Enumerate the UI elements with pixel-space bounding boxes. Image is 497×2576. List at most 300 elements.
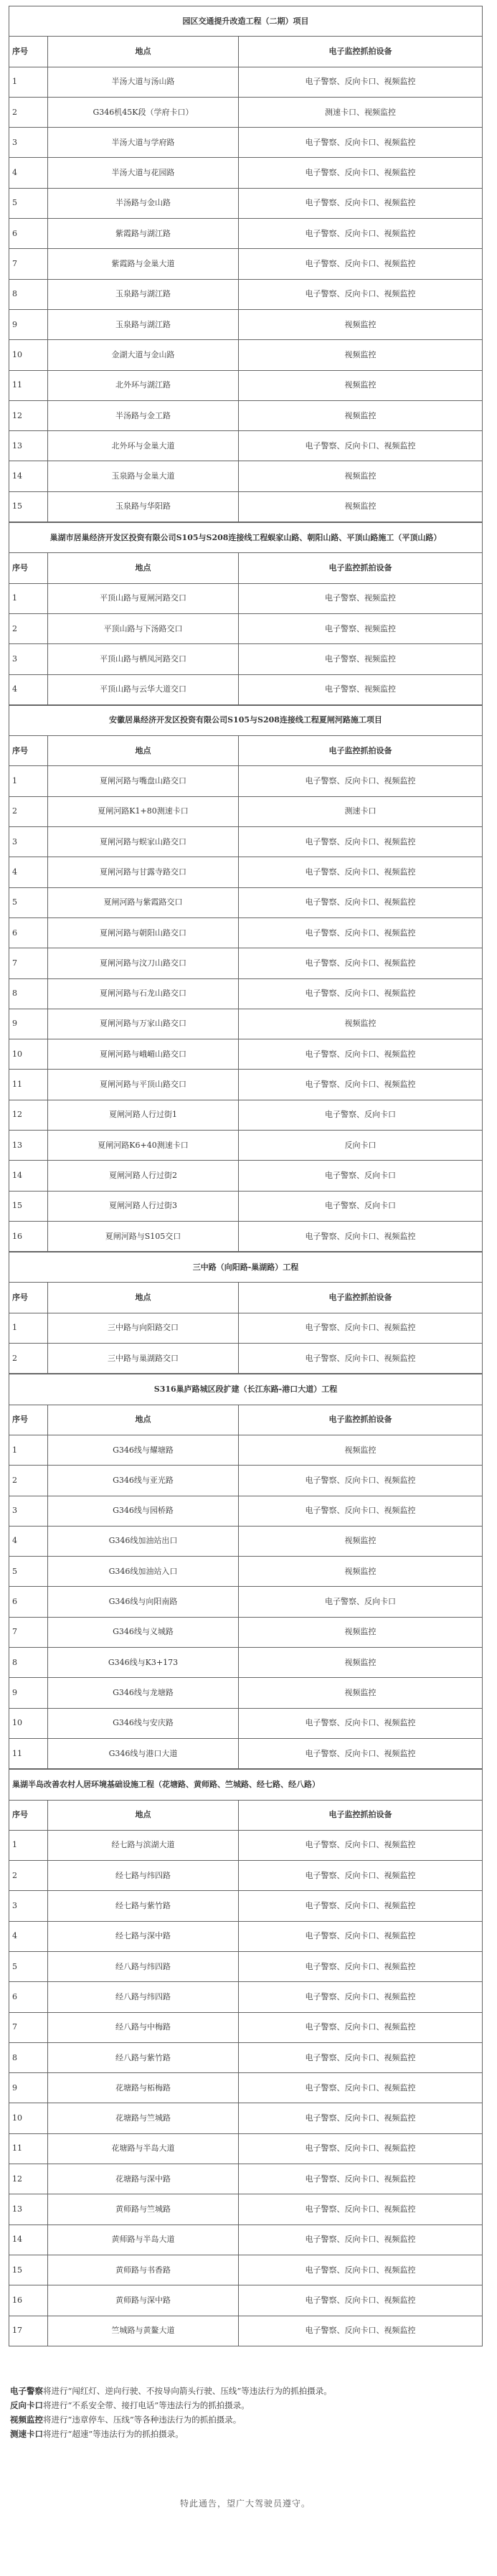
header-index: 序号: [9, 736, 48, 766]
row-equipment: 电子警察、视频监控: [239, 583, 483, 613]
row-equipment: 电子警察、反向卡口、视频监控: [239, 917, 483, 948]
table-row: [9, 613, 483, 643]
row-location: 玉泉路与湖江路: [48, 279, 239, 309]
table-row: [9, 1161, 483, 1191]
row-index: 4: [9, 1526, 48, 1556]
row-equipment: 电子警察、反向卡口、视频监控: [239, 1921, 483, 1951]
table-row: [9, 1557, 483, 1587]
header-location: 地点: [48, 736, 239, 766]
row-location: 玉泉路与金巢大道: [48, 461, 239, 491]
note-line: [10, 2398, 482, 2412]
row-index: 14: [9, 1161, 48, 1191]
section-table: [9, 522, 483, 705]
row-location: 金湖大道与金山路: [48, 340, 239, 370]
row-equipment: 电子警察、反向卡口: [239, 1161, 483, 1191]
table-row: [9, 1982, 483, 2012]
row-index: 15: [9, 1191, 48, 1221]
row-location: 平顶山路与云华大道交口: [48, 674, 239, 704]
note-line: [10, 2384, 482, 2398]
header-index: 序号: [9, 553, 48, 583]
section-title: 巢湖半岛改善农村人居环境基础设施工程（花塘路、黄师路、竺城路、经七路、经八路）: [9, 1770, 483, 1800]
row-location: 夏闸河路与平顶山路交口: [48, 1070, 239, 1100]
table-row: [9, 2103, 483, 2133]
table-row: [9, 2012, 483, 2042]
row-equipment: 电子警察、反向卡口、视频监控: [239, 158, 483, 188]
header-index: 序号: [9, 1405, 48, 1435]
table-row: [9, 2133, 483, 2164]
row-equipment: 电子警察、反向卡口、视频监控: [239, 1830, 483, 1860]
table-row: [9, 67, 483, 97]
row-index: 1: [9, 1435, 48, 1465]
row-equipment: 反向卡口: [239, 1130, 483, 1160]
table-row: [9, 978, 483, 1009]
row-index: 14: [9, 461, 48, 491]
row-index: 10: [9, 340, 48, 370]
row-location: G346线与K3+173: [48, 1648, 239, 1678]
row-location: 玉泉路与湖江路: [48, 309, 239, 339]
row-location: 经七路与深中路: [48, 1921, 239, 1951]
header-equipment: 电子监控抓拍设备: [239, 37, 483, 67]
table-row: [9, 219, 483, 249]
table-row: [9, 1587, 483, 1617]
note-text: 将进行“违章停车、压线”等各种违法行为的抓拍摄录。: [43, 2414, 242, 2425]
row-index: 2: [9, 1861, 48, 1891]
row-location: G346线加油站入口: [48, 1557, 239, 1587]
row-location: 半汤路与金工路: [48, 400, 239, 430]
row-index: 6: [9, 1982, 48, 2012]
row-index: 3: [9, 1891, 48, 1921]
row-index: 11: [9, 1738, 48, 1768]
section-title-row: [9, 705, 483, 735]
row-equipment: 电子警察、反向卡口、视频监控: [239, 2194, 483, 2224]
table-row: [9, 309, 483, 339]
row-index: 10: [9, 2103, 48, 2133]
row-equipment: 视频监控: [239, 340, 483, 370]
table-row: [9, 1952, 483, 1982]
row-index: 12: [9, 1100, 48, 1130]
row-location: 北外环与湖江路: [48, 370, 239, 400]
row-location: 玉泉路与华阳路: [48, 491, 239, 522]
row-index: 12: [9, 400, 48, 430]
row-equipment: 视频监控: [239, 1557, 483, 1587]
row-index: 13: [9, 1130, 48, 1160]
row-location: 经八路与紫竹路: [48, 2042, 239, 2072]
row-index: 3: [9, 827, 48, 857]
row-equipment: 视频监控: [239, 1678, 483, 1708]
row-location: 半汤大道与花园路: [48, 158, 239, 188]
section-title: 三中路（向阳路-巢湖路）工程: [9, 1252, 483, 1283]
section-title-row: [9, 1770, 483, 1800]
table-row: [9, 887, 483, 917]
row-equipment: 电子警察、反向卡口、视频监控: [239, 887, 483, 917]
table-row: [9, 948, 483, 978]
row-location: 花塘路与柘梅路: [48, 2073, 239, 2103]
row-equipment: 视频监控: [239, 1617, 483, 1647]
row-location: 夏闸河路与万家山路交口: [48, 1009, 239, 1039]
table-row: [9, 1191, 483, 1221]
row-index: 9: [9, 1678, 48, 1708]
table-row: [9, 128, 483, 158]
row-equipment: 视频监控: [239, 1526, 483, 1556]
row-index: 8: [9, 1648, 48, 1678]
row-index: 5: [9, 188, 48, 218]
row-equipment: 电子警察、反向卡口、视频监控: [239, 279, 483, 309]
row-index: 15: [9, 491, 48, 522]
table-row: [9, 827, 483, 857]
row-index: 7: [9, 948, 48, 978]
row-location: G346线与安庆路: [48, 1708, 239, 1738]
row-equipment: 电子警察、反向卡口、视频监控: [239, 948, 483, 978]
row-location: G346线与亚光路: [48, 1466, 239, 1496]
row-equipment: 电子警察、反向卡口、视频监控: [239, 431, 483, 461]
row-index: 6: [9, 1587, 48, 1617]
row-equipment: 视频监控: [239, 370, 483, 400]
section-title-row: [9, 1252, 483, 1283]
row-equipment: 电子警察、反向卡口: [239, 1100, 483, 1130]
row-location: 半汤大道与学府路: [48, 128, 239, 158]
section-table: [9, 1769, 483, 2346]
row-location: 夏闸河路与朝阳山路交口: [48, 917, 239, 948]
header-row: [9, 553, 483, 583]
table-row: [9, 917, 483, 948]
table-row: [9, 249, 483, 279]
table-row: [9, 431, 483, 461]
row-location: 平顶山路与栖凤河路交口: [48, 644, 239, 674]
row-location: 夏闸河路与汶刀山路交口: [48, 948, 239, 978]
note-text: 将进行“不系安全带、接打电话”等违法行为的抓拍摄录。: [43, 2400, 250, 2410]
row-equipment: 电子警察、反向卡口: [239, 1191, 483, 1221]
table-row: [9, 2164, 483, 2194]
row-equipment: 测速卡口: [239, 796, 483, 826]
row-location: G346机45K段（学府卡口）: [48, 97, 239, 127]
table-row: [9, 400, 483, 430]
row-equipment: 电子警察、反向卡口、视频监控: [239, 1738, 483, 1768]
row-index: 7: [9, 1617, 48, 1647]
row-index: 9: [9, 2073, 48, 2103]
row-index: 5: [9, 1952, 48, 1982]
table-row: [9, 1070, 483, 1100]
row-location: 花塘路与深中路: [48, 2164, 239, 2194]
row-location: 三中路与巢湖路交口: [48, 1344, 239, 1374]
table-row: [9, 1648, 483, 1678]
row-location: 夏闸河路与甘露寺路交口: [48, 857, 239, 887]
row-index: 6: [9, 917, 48, 948]
table-row: [9, 1435, 483, 1465]
section-title-row: [9, 1374, 483, 1405]
table-row: [9, 766, 483, 796]
row-equipment: 电子警察、反向卡口、视频监控: [239, 1070, 483, 1100]
row-equipment: 电子警察、反向卡口、视频监控: [239, 1891, 483, 1921]
table-row: [9, 1039, 483, 1070]
row-location: 夏闸河路人行过街3: [48, 1191, 239, 1221]
row-location: 平顶山路与夏闸河路交口: [48, 583, 239, 613]
header-row: [9, 736, 483, 766]
table-row: [9, 1313, 483, 1343]
row-index: 8: [9, 2042, 48, 2072]
table-row: [9, 2224, 483, 2255]
row-equipment: 视频监控: [239, 1435, 483, 1465]
section-title-row: [9, 523, 483, 553]
row-equipment: 电子警察、反向卡口、视频监控: [239, 1039, 483, 1070]
row-index: 9: [9, 1009, 48, 1039]
row-equipment: 电子警察、反向卡口、视频监控: [239, 1982, 483, 2012]
row-index: 4: [9, 1921, 48, 1951]
header-index: 序号: [9, 37, 48, 67]
table-row: [9, 1861, 483, 1891]
row-index: 2: [9, 796, 48, 826]
row-index: 5: [9, 1557, 48, 1587]
row-location: 经七路与纬四路: [48, 1861, 239, 1891]
table-row: [9, 1221, 483, 1251]
row-equipment: 测速卡口、视频监控: [239, 97, 483, 127]
table-row: [9, 370, 483, 400]
row-location: 半汤路与金山路: [48, 188, 239, 218]
section-title: 安徽居巢经济开发区投资有限公司S105与S208连接线工程夏闸河路施工项目: [9, 705, 483, 735]
row-location: 夏闸河路与蜈家山路交口: [48, 827, 239, 857]
table-row: [9, 1830, 483, 1860]
table-row: [9, 279, 483, 309]
header-index: 序号: [9, 1283, 48, 1313]
table-row: [9, 340, 483, 370]
row-index: 10: [9, 1039, 48, 1070]
row-index: 1: [9, 1313, 48, 1343]
section-title: S316巢庐路城区段扩建（长江东路-港口大道）工程: [9, 1374, 483, 1405]
table-row: [9, 674, 483, 704]
row-index: 3: [9, 128, 48, 158]
header-row: [9, 1405, 483, 1435]
row-index: 2: [9, 1466, 48, 1496]
note-term: 反向卡口: [10, 2400, 43, 2410]
row-location: G346线与龙塘路: [48, 1678, 239, 1708]
table-row: [9, 583, 483, 613]
row-location: G346线加油站出口: [48, 1526, 239, 1556]
row-index: 8: [9, 279, 48, 309]
row-index: 13: [9, 431, 48, 461]
table-row: [9, 1708, 483, 1738]
header-equipment: 电子监控抓拍设备: [239, 736, 483, 766]
row-index: 1: [9, 766, 48, 796]
header-row: [9, 1283, 483, 1313]
row-index: 1: [9, 67, 48, 97]
row-index: 14: [9, 2224, 48, 2255]
table-row: [9, 1921, 483, 1951]
table-row: [9, 857, 483, 887]
row-location: G346线与耀塘路: [48, 1435, 239, 1465]
table-row: [9, 97, 483, 127]
table-row: [9, 188, 483, 218]
table-row: [9, 1496, 483, 1526]
table-row: [9, 796, 483, 826]
document: [9, 6, 482, 2509]
row-equipment: 电子警察、反向卡口、视频监控: [239, 188, 483, 218]
row-equipment: 电子警察、反向卡口、视频监控: [239, 1313, 483, 1343]
row-location: 经八路与纬四路: [48, 1952, 239, 1982]
row-equipment: 电子警察、反向卡口、视频监控: [239, 2164, 483, 2194]
row-equipment: 电子警察、反向卡口、视频监控: [239, 827, 483, 857]
row-index: 11: [9, 2133, 48, 2164]
section-table: [9, 1374, 483, 1769]
row-equipment: 视频监控: [239, 400, 483, 430]
section-table: [9, 705, 483, 1252]
row-location: 夏闸河路人行过街2: [48, 1161, 239, 1191]
row-equipment: 电子警察、反向卡口、视频监控: [239, 2073, 483, 2103]
row-equipment: 电子警察、反向卡口、视频监控: [239, 2103, 483, 2133]
row-equipment: 电子警察、反向卡口、视频监控: [239, 857, 483, 887]
row-equipment: 电子警察、反向卡口、视频监控: [239, 249, 483, 279]
table-row: [9, 461, 483, 491]
note-line: [10, 2427, 482, 2441]
row-index: 6: [9, 219, 48, 249]
header-equipment: 电子监控抓拍设备: [239, 1405, 483, 1435]
row-index: 13: [9, 2194, 48, 2224]
header-location: 地点: [48, 1283, 239, 1313]
table-row: [9, 2316, 483, 2346]
note-text: 将进行“超速”等违法行为的抓拍摄录。: [43, 2428, 184, 2439]
row-equipment: 电子警察、视频监控: [239, 613, 483, 643]
row-equipment: 电子警察、反向卡口: [239, 1587, 483, 1617]
row-index: 4: [9, 674, 48, 704]
row-equipment: 电子警察、反向卡口、视频监控: [239, 2042, 483, 2072]
row-equipment: 电子警察、反向卡口、视频监控: [239, 1708, 483, 1738]
table-row: [9, 1617, 483, 1647]
row-index: 4: [9, 857, 48, 887]
table-row: [9, 2073, 483, 2103]
row-index: 4: [9, 158, 48, 188]
row-location: 竺城路与黄鳌大道: [48, 2316, 239, 2346]
section-title: 巢湖市居巢经济开发区投资有限公司S105与S208连接线工程蜈家山路、朝阳山路、平顶山路施工（平顶山路）: [9, 523, 483, 553]
row-location: 黄师路与深中路: [48, 2285, 239, 2316]
row-location: 夏闸河路K1+80测速卡口: [48, 796, 239, 826]
table-row: [9, 2255, 483, 2285]
row-equipment: 视频监控: [239, 1648, 483, 1678]
row-index: 7: [9, 2012, 48, 2042]
row-index: 9: [9, 309, 48, 339]
row-equipment: 电子警察、反向卡口、视频监控: [239, 2285, 483, 2316]
row-equipment: 电子警察、反向卡口、视频监控: [239, 1861, 483, 1891]
row-equipment: 电子警察、视频监控: [239, 674, 483, 704]
row-location: G346线与向阳南路: [48, 1587, 239, 1617]
row-equipment: 视频监控: [239, 309, 483, 339]
row-equipment: 电子警察、反向卡口、视频监控: [239, 1466, 483, 1496]
row-equipment: 电子警察、反向卡口、视频监控: [239, 128, 483, 158]
row-index: 2: [9, 97, 48, 127]
row-location: 黄师路与半岛大道: [48, 2224, 239, 2255]
row-location: 夏闸河路与石龙山路交口: [48, 978, 239, 1009]
row-equipment: 电子警察、反向卡口、视频监控: [239, 2224, 483, 2255]
header-location: 地点: [48, 1800, 239, 1830]
row-equipment: 视频监控: [239, 461, 483, 491]
row-equipment: 电子警察、反向卡口、视频监控: [239, 219, 483, 249]
row-location: G346线与港口大道: [48, 1738, 239, 1768]
row-index: 7: [9, 249, 48, 279]
row-location: 花塘路与竺城路: [48, 2103, 239, 2133]
row-location: 夏闸河路与峨嵋山路交口: [48, 1039, 239, 1070]
row-location: 三中路与向阳路交口: [48, 1313, 239, 1343]
row-index: 8: [9, 978, 48, 1009]
row-equipment: 视频监控: [239, 491, 483, 522]
row-equipment: 电子警察、反向卡口、视频监控: [239, 67, 483, 97]
row-equipment: 电子警察、反向卡口、视频监控: [239, 978, 483, 1009]
row-index: 10: [9, 1708, 48, 1738]
note-text: 将进行“闯红灯、逆向行驶、不按导向箭头行驶、压线”等违法行为的抓拍摄录。: [43, 2385, 332, 2396]
row-equipment: 电子警察、反向卡口、视频监控: [239, 2133, 483, 2164]
row-equipment: 电子警察、反向卡口、视频监控: [239, 1221, 483, 1251]
row-index: 2: [9, 1344, 48, 1374]
row-equipment: 电子警察、反向卡口、视频监控: [239, 2012, 483, 2042]
table-row: [9, 2285, 483, 2316]
table-row: [9, 491, 483, 522]
note-term: 测速卡口: [10, 2428, 43, 2439]
row-index: 17: [9, 2316, 48, 2346]
table-row: [9, 1678, 483, 1708]
row-equipment: 电子警察、反向卡口、视频监控: [239, 766, 483, 796]
header-equipment: 电子监控抓拍设备: [239, 1283, 483, 1313]
row-location: 经七路与紫竹路: [48, 1891, 239, 1921]
row-location: 经七路与滨湖大道: [48, 1830, 239, 1860]
note-term: 视频监控: [10, 2414, 43, 2425]
header-equipment: 电子监控抓拍设备: [239, 553, 483, 583]
row-index: 16: [9, 2285, 48, 2316]
header-row: [9, 1800, 483, 1830]
table-row: [9, 1100, 483, 1130]
header-location: 地点: [48, 553, 239, 583]
row-equipment: 视频监控: [239, 1009, 483, 1039]
table-row: [9, 1466, 483, 1496]
table-row: [9, 1891, 483, 1921]
table-row: [9, 2042, 483, 2072]
row-equipment: 电子警察、反向卡口、视频监控: [239, 1496, 483, 1526]
row-location: 夏闸河路人行过街1: [48, 1100, 239, 1130]
row-location: G346线与义城路: [48, 1617, 239, 1647]
notes: [9, 2384, 482, 2441]
row-index: 2: [9, 613, 48, 643]
header-location: 地点: [48, 37, 239, 67]
row-location: 紫霞路与金巢大道: [48, 249, 239, 279]
row-location: 经八路与中梅路: [48, 2012, 239, 2042]
note-term: 电子警察: [10, 2385, 43, 2396]
row-index: 1: [9, 1830, 48, 1860]
row-location: 经八路与纬四路: [48, 1982, 239, 2012]
section-title: 园区交通提升改造工程（二期）项目: [9, 6, 483, 37]
header-row: [9, 37, 483, 67]
row-location: 夏闸河路与紫霞路交口: [48, 887, 239, 917]
row-index: 11: [9, 1070, 48, 1100]
row-location: 夏闸河路K6+40测速卡口: [48, 1130, 239, 1160]
header-index: 序号: [9, 1800, 48, 1830]
table-row: [9, 1130, 483, 1160]
row-location: 北外环与金巢大道: [48, 431, 239, 461]
row-index: 5: [9, 887, 48, 917]
row-index: 3: [9, 644, 48, 674]
row-index: 1: [9, 583, 48, 613]
table-row: [9, 1738, 483, 1768]
row-location: 黄师路与竺城路: [48, 2194, 239, 2224]
row-equipment: 电子警察、反向卡口、视频监控: [239, 2255, 483, 2285]
row-location: 夏闸河路与嘴盘山路交口: [48, 766, 239, 796]
row-index: 15: [9, 2255, 48, 2285]
table-row: [9, 1009, 483, 1039]
note-line: [10, 2412, 482, 2427]
row-equipment: 电子警察、反向卡口、视频监控: [239, 1344, 483, 1374]
section-table: [9, 1252, 483, 1374]
row-location: 黄师路与书香路: [48, 2255, 239, 2285]
table-row: [9, 644, 483, 674]
row-equipment: 电子警察、反向卡口、视频监控: [239, 1952, 483, 1982]
row-location: G346线与园桥路: [48, 1496, 239, 1526]
row-location: 夏闸河路与S105交口: [48, 1221, 239, 1251]
row-index: 11: [9, 370, 48, 400]
row-location: 平顶山路与下汤路交口: [48, 613, 239, 643]
